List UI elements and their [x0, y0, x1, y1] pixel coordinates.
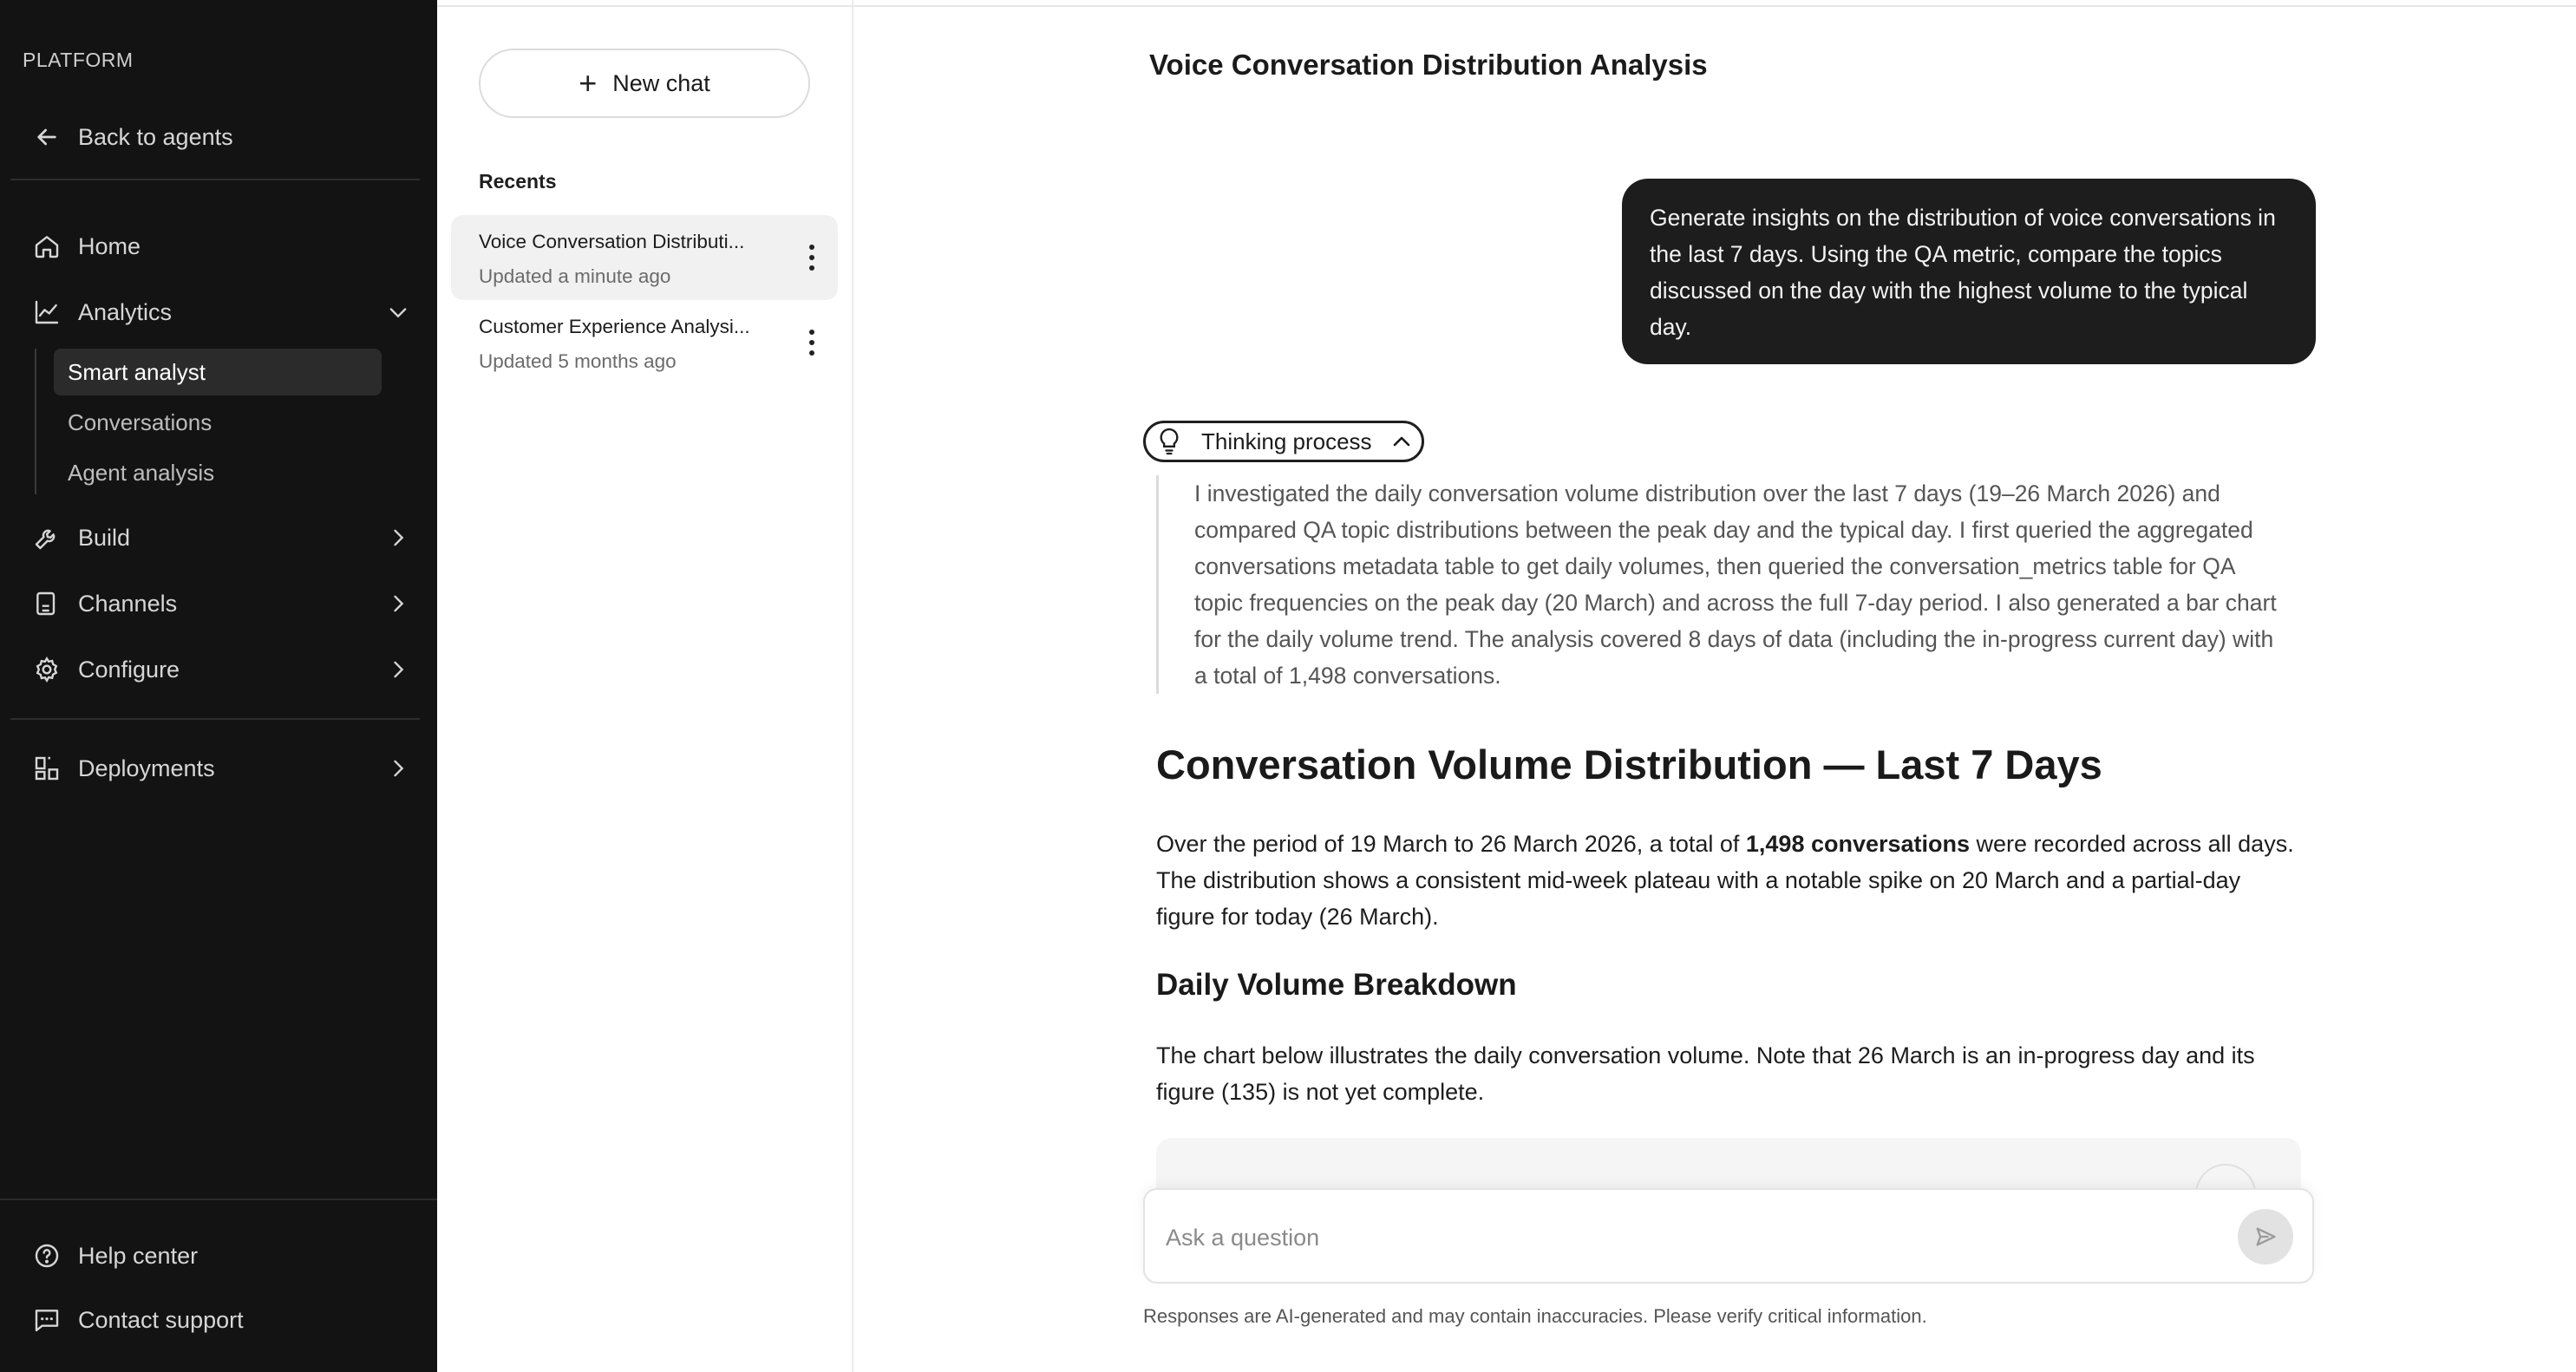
wrench-icon	[31, 522, 62, 553]
chat-title: Customer Experience Analysi...	[479, 316, 750, 337]
home-icon	[31, 231, 62, 262]
back-to-agents-label: Back to agents	[78, 123, 233, 150]
more-options-icon[interactable]	[807, 245, 817, 271]
response-subheading: Daily Volume Breakdown	[1156, 968, 1517, 1002]
left-sidebar	[0, 0, 437, 1372]
chevron-up-icon	[1387, 428, 1416, 454]
sidebar-item-configure[interactable]	[31, 645, 413, 694]
response-heading: Conversation Volume Distribution — Last 7 Days	[1156, 742, 2102, 787]
sidebar-item-smart-analyst[interactable]: Smart analyst	[54, 349, 382, 395]
sidebar-item-channels-label: Channels	[78, 590, 178, 617]
send-icon	[2253, 1225, 2278, 1249]
chat-title: Voice Conversation Distributi...	[479, 231, 745, 252]
new-chat-button[interactable]	[479, 49, 810, 118]
help-circle-icon	[31, 1240, 62, 1271]
sidebar-divider	[10, 718, 420, 720]
chevron-right-icon[interactable]	[383, 589, 413, 618]
paragraph-text: were recorded across all days. The distribution shows a consistent mid-week plateau with a notable spike on 20 March and a partial-day figure for today (26 March).	[1156, 831, 2294, 930]
contact-support-label: Contact support	[78, 1306, 244, 1333]
chat-updated: Updated a minute ago	[479, 265, 671, 287]
plus-icon: +	[579, 65, 598, 101]
chat-updated: Updated 5 months ago	[479, 350, 677, 372]
chat-list-item[interactable]	[451, 215, 838, 300]
recents-heading: Recents	[479, 170, 557, 193]
help-center-label: Help center	[78, 1242, 199, 1269]
arrow-left-icon	[31, 121, 62, 153]
sidebar-item-home[interactable]	[31, 222, 413, 271]
sidebar-item-channels[interactable]	[31, 579, 413, 628]
gear-icon	[31, 654, 62, 685]
chart-container	[1156, 1138, 2301, 1190]
deployments-icon	[31, 753, 62, 784]
help-center-link[interactable]	[31, 1232, 413, 1280]
channels-icon	[31, 588, 62, 619]
user-message-bubble: Generate insights on the distribution of voice conversations in the last 7 days. Using the QA metric, compare the topics discussed on the day with the highest volume to the typical day.	[1622, 179, 2316, 364]
sidebar-item-agent-analysis[interactable]: Agent analysis	[68, 459, 215, 486]
thinking-process-label: Thinking process	[1201, 428, 1372, 454]
chart-action-button[interactable]	[2195, 1164, 2256, 1190]
sidebar-item-build-label: Build	[78, 524, 131, 551]
ask-question-input[interactable]	[1166, 1216, 2207, 1259]
contact-support-link[interactable]	[31, 1296, 413, 1344]
paragraph-bold-text: 1,498 conversations	[1745, 831, 1971, 857]
chat-list-item[interactable]	[451, 300, 838, 385]
ask-question-box	[1143, 1188, 2314, 1284]
thinking-process-toggle[interactable]	[1143, 421, 1424, 462]
response-paragraph: The chart below illustrates the daily conversation volume. Note that 26 March is an in-progress day and its figure (135) is not yet complete.	[1156, 1042, 2255, 1105]
new-chat-label: New chat	[612, 69, 710, 96]
send-button[interactable]	[2238, 1209, 2293, 1264]
chevron-right-icon[interactable]	[383, 655, 413, 684]
platform-label: PLATFORM	[23, 49, 134, 71]
chat-support-icon	[31, 1304, 62, 1336]
sidebar-item-analytics-label: Analytics	[78, 298, 173, 325]
analytics-subnav	[35, 349, 382, 494]
sidebar-item-configure-label: Configure	[78, 656, 180, 683]
paragraph-text: Over the period of 19 March to 26 March 2026, a total of	[1156, 831, 1746, 857]
response-paragraph	[1156, 826, 2301, 935]
chevron-down-icon[interactable]	[383, 297, 413, 327]
ai-disclaimer: Responses are AI-generated and may contain inaccuracies. Please verify critical information.	[1143, 1305, 1927, 1327]
more-options-icon[interactable]	[807, 330, 817, 356]
lightbulb-icon	[1156, 427, 1182, 456]
page-title: Voice Conversation Distribution Analysis	[1149, 49, 1708, 81]
sidebar-item-home-label: Home	[78, 232, 141, 259]
chevron-right-icon[interactable]	[383, 754, 413, 783]
back-to-agents-link[interactable]	[31, 113, 413, 161]
chevron-right-icon[interactable]	[383, 523, 413, 552]
chat-history-panel	[437, 0, 853, 1372]
sidebar-item-deployments[interactable]	[31, 744, 413, 793]
thinking-process-text: I investigated the daily conversation volume distribution over the last 7 days (19–26 March 2026) and compared QA topic distributions between the peak day and the typical day. I first queried the aggregated conversations metadata table to get daily volumes, then queried the conversation_metrics table for QA topic frequencies on the peak day (20 March) and across the full 7-day period. I also generated a bar chart for the daily volume trend. The analysis covered 8 days of data (including the in-progress current day) with a total of 1,498 conversations.	[1156, 475, 2284, 694]
sidebar-item-build[interactable]	[31, 513, 413, 562]
sidebar-footer-divider	[0, 1199, 437, 1200]
sidebar-divider	[10, 179, 420, 180]
top-border	[437, 5, 2576, 7]
sidebar-item-analytics[interactable]	[31, 288, 413, 336]
sidebar-item-conversations[interactable]: Conversations	[68, 408, 212, 435]
sidebar-item-deployments-label: Deployments	[78, 755, 215, 781]
line-chart-icon	[31, 297, 62, 328]
